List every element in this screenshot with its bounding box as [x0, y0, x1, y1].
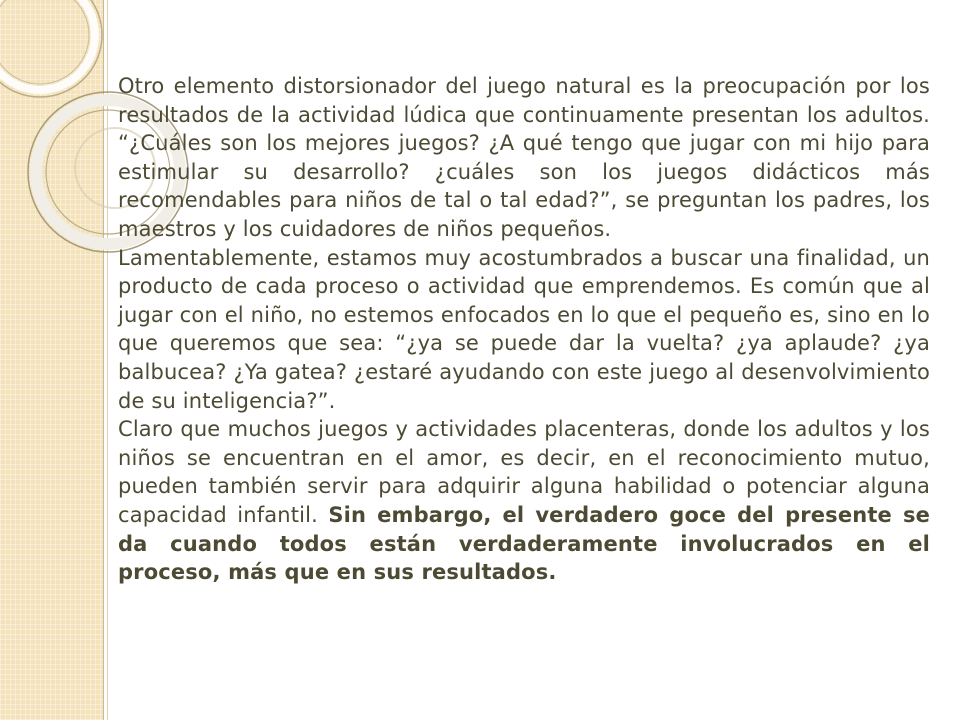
decorative-side-line	[103, 0, 104, 720]
paragraph-2: Lamentablemente, estamos muy acostumbrados a buscar una finalidad, un producto de cada proceso o actividad que emprendemos. Es común que al jugar con el niño, no estemos enfocados en lo que el pequeño es, sino en lo que queremos que sea: “¿ya se puede dar la vuelta? ¿ya aplaude? ¿ya balbucea? ¿Ya gatea? ¿estaré ayudando con este juego al desenvolvimiento de su inteligencia?”.	[118, 245, 930, 413]
main-text-block	[118, 72, 930, 587]
paragraph-3-text: Claro que muchos juegos y actividades placenteras, donde los adultos y los niños se encuentran en el amor, es decir, en el reconocimiento mutuo, pueden también servir para adquirir alguna habilidad o potenciar alguna capacidad infantil.	[118, 417, 930, 527]
paragraph-3	[118, 415, 930, 587]
paragraph-3-bold-text: Sin embargo, el verdadero goce del presente se da cuando todos están verdaderamente involucrados en el proceso, más que en sus resultados.	[118, 502, 931, 585]
decorative-side-line-inner	[107, 0, 108, 720]
decorative-side-band	[0, 0, 103, 720]
paragraph-1: Otro elemento distorsionador del juego natural es la preocupación por los resultados de la actividad lúdica que continuamente presentan los adultos. “¿Cuáles son los mejores juegos? ¿A qué tengo que jugar con mi hijo para estimular su desarrollo? ¿cuáles son los juegos didácticos más recomendables para niños de tal o tal edad?”, se preguntan los padres, los maestros y los cuidadores de niños pequeños.	[118, 74, 930, 241]
